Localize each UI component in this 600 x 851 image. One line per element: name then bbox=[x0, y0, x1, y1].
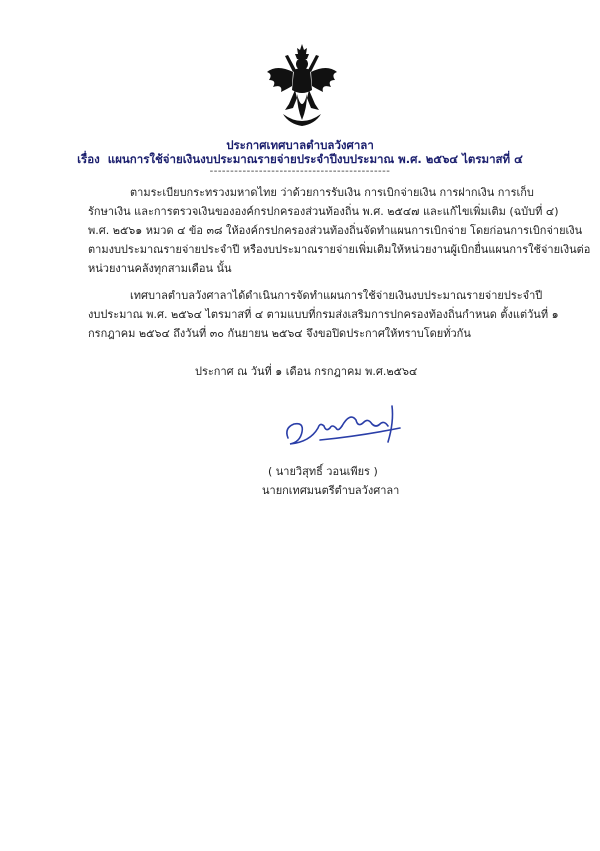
subject-text: แผนการใช้จ่ายเงินงบประมาณรายจ่ายประจำปีงบประมาณ พ.ศ. ๒๕๖๔ ไตรมาสที่ ๔ bbox=[107, 152, 523, 166]
signatory-name: ( นายวิสุทธิ์ วอนเพียร ) bbox=[268, 465, 378, 478]
announcement-title: ประกาศเทศบาลตำบลวังศาลา bbox=[226, 138, 374, 152]
signature bbox=[280, 398, 410, 458]
para1-line-2: รักษาเงิน และการตรวจเงินขององค์กรปกครองส่วนท้องถิ่น พ.ศ. ๒๕๔๗ และแก้ไขเพิ่มเติม (ฉบับที่ ๔) bbox=[88, 205, 559, 218]
signatory-position: นายกเทศมนตรีตำบลวังศาลา bbox=[262, 484, 400, 497]
para1-line-3: พ.ศ. ๒๕๖๑ หมวด ๔ ข้อ ๓๘ ให้องค์กรปกครองส่วนท้องถิ่นจัดทำแผนการเบิกจ่าย โดยก่อนการเบิกจ่ายเงิน bbox=[88, 224, 583, 237]
garuda-emblem-icon bbox=[263, 42, 341, 130]
para1-line-1: ตามระเบียบกระทรวงมหาดไทย ว่าด้วยการรับเงิน การเบิกจ่ายเงิน การฝากเงิน การเก็บ bbox=[130, 186, 534, 199]
para2-line-1: เทศบาลตำบลวังศาลาได้ดำเนินการจัดทำแผนการใช้จ่ายเงินงบประมาณรายจ่ายประจำปี bbox=[130, 289, 543, 302]
announcement-date: ประกาศ ณ วันที่ ๑ เดือน กรกฎาคม พ.ศ.๒๕๖๔ bbox=[195, 365, 418, 378]
para1-line-5: หน่วยงานคลังทุกสามเดือน นั้น bbox=[88, 262, 232, 275]
para2-line-2: งบประมาณ พ.ศ. ๒๕๖๔ ไตรมาสที่ ๔ ตามแบบที่กรมส่งเสริมการปกครองท้องถิ่นกำหนด ตั้งแต่วันที่ ๑ bbox=[88, 308, 559, 321]
subject-label: เรื่อง bbox=[77, 152, 100, 166]
para1-line-4: ตามงบประมาณรายจ่ายประจำปี หรืองบประมาณรายจ่ายเพิ่มเติมให้หน่วยงานผู้เบิกยื่นแผนการใช้จ่ายเงินต่อ bbox=[88, 243, 591, 256]
para2-line-3: กรกฎาคม ๒๕๖๔ ถึงวันที่ ๓๐ กันยายน ๒๕๖๔ จึงขอปิดประกาศให้ทราบโดยทั่วกัน bbox=[88, 327, 471, 340]
separator-line: -------------------------------------------- bbox=[209, 166, 391, 177]
